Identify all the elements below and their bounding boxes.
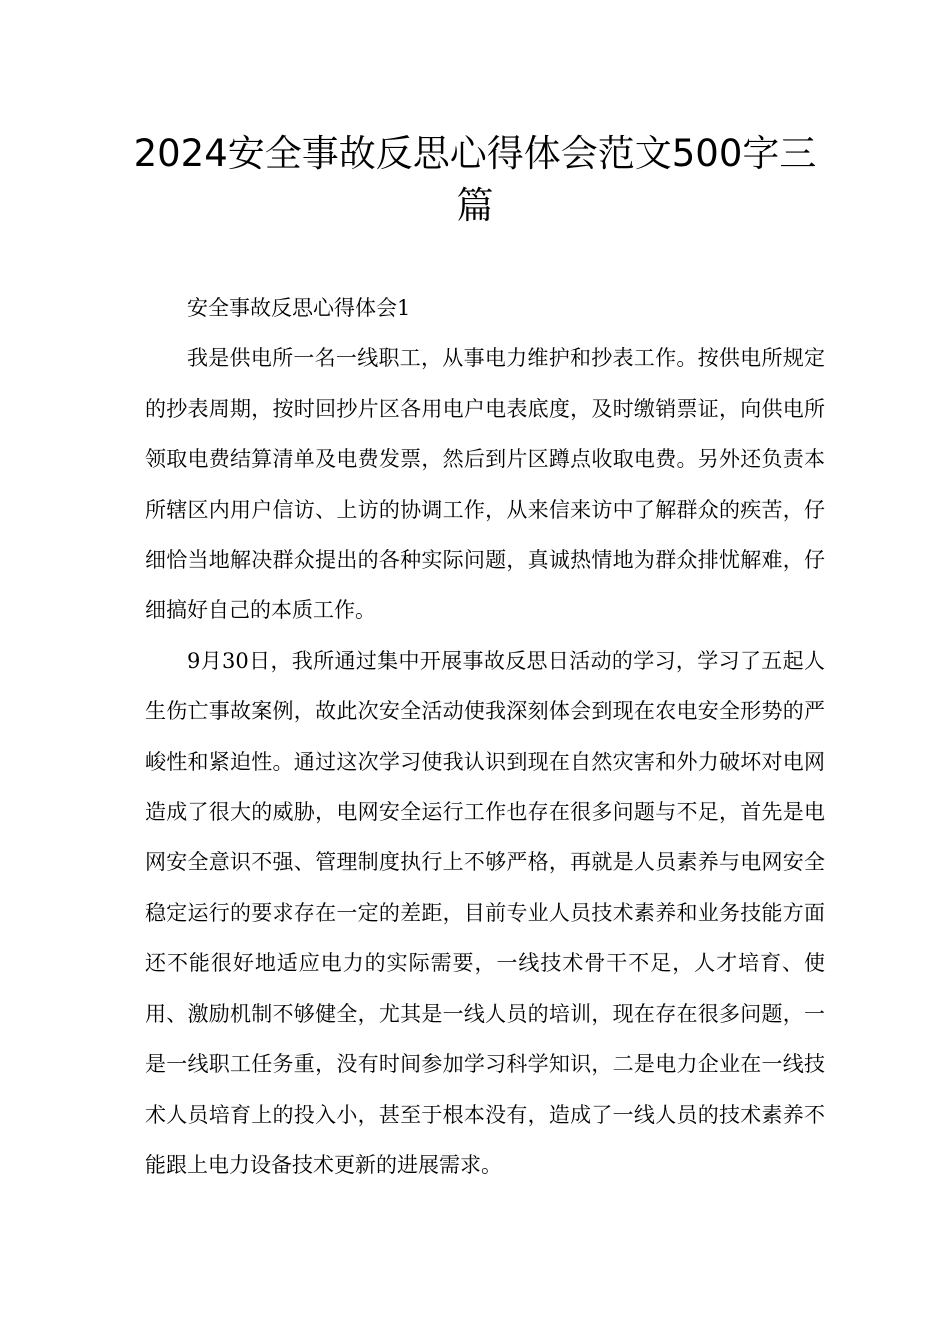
paragraph: 9月30日，我所通过集中开展事故反思日活动的学习，学习了五起人生伤亡事故案例，故此次安全活动使我深刻体会到现在农电安全形势的严峻性和紧迫性。通过这次学习使我认识到现在自然灾害和外力破坏对电网造成了很大的威胁，电网安全运行工作也存在很多问题与不足，首先是电网安全意识不强、管理制度执行上不够严格，再就是人员素养与电网安全稳定运行的要求存在一定的差距，目前专业人员技术素养和业务技能方面还不能很好地适应电力的实际需要，一线技术骨干不足，人才培育、使用、激励机制不够健全，尤其是一线人员的培训，现在存在很多问题，一是一线职工任务重，没有时间参加学习科学知识，二是电力企业在一线技术人员培育上的投入小，甚至于根本没有，造成了一线人员的技术素养不能跟上电力设备技术更新的进展需求。 [145,648,825,1177]
document-title: 2024安全事故反思心得体会范文500字三篇 [133,132,817,227]
paragraph: 我是供电所一名一线职工，从事电力维护和抄表工作。按供电所规定的抄表周期，按时回抄片区各用电户电表底度，及时缴销票证，向供电所领取电费结算清单及电费发票，然后到片区蹲点收取电费。另外还负责本所辖区内用户信访、上访的协调工作，从来信来访中了解群众的疾苦，仔细恰当地解决群众提出的各种实际问题，真诚热情地为群众排忧解难，仔细搞好自己的本质工作。 [145,346,825,623]
section-heading: 安全事故反思心得体会1 [187,296,411,320]
document-body [145,283,825,1190]
